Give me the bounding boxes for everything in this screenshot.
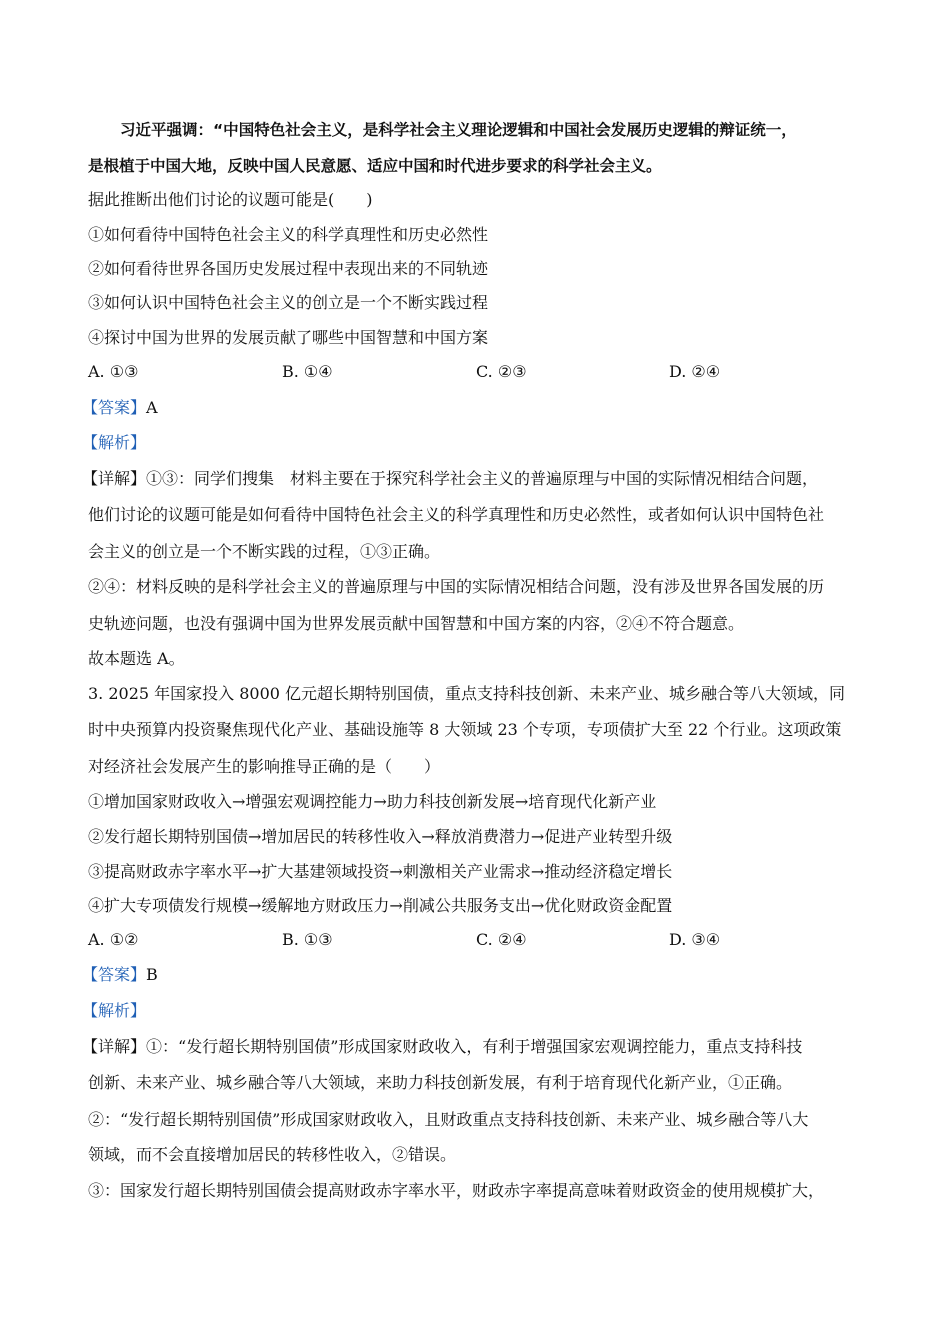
q3-option-a: A. ①② xyxy=(88,930,139,949)
option-b: B. ①④ xyxy=(282,362,333,381)
quote-line-1: 习近平强调：“中国特色社会主义，是科学社会主义理论逻辑和中国社会发展历史逻辑的辩证统一， xyxy=(120,121,797,139)
q3-option-d: D. ③④ xyxy=(669,930,721,949)
q3-item-1: ①增加国家财政收入→增强宏观调控能力→助力科技创新发展→培育现代化新产业 xyxy=(88,792,657,811)
q3-item-4: ④扩大专项债发行规模→缓解地方财政压力→削减公共服务支出→优化财政资金配置 xyxy=(88,896,673,915)
answer-value: A xyxy=(146,398,158,417)
q3-item-2: ②发行超长期特别国债→增加居民的转移性收入→释放消费潜力→促进产业转型升级 xyxy=(88,827,673,846)
q3-detail-text: ①：“发行超长期特别国债”形成国家财政收入，有利于增强国家宏观调控能力，重点支持科技 xyxy=(146,1037,803,1056)
q3-analysis-tag: 【解析】 xyxy=(82,1001,147,1020)
q3-stem-line-3: 对经济社会发展产生的影响推导正确的是（ ） xyxy=(88,757,441,776)
q3-option-c: C. ②④ xyxy=(476,930,527,949)
q3-answer-tag: 【答案】 xyxy=(82,965,147,984)
detail-tag: 【详解】 xyxy=(82,469,147,488)
q3-stem-line-2: 时中央预算内投资聚焦现代化产业、基础设施等 8 大领域 23 个专项，专项债扩大至 22 个行业。这项政策 xyxy=(88,720,842,739)
choice-item-2: ②如何看待世界各国历史发展过程中表现出来的不同轨迹 xyxy=(88,259,489,278)
detail-text: ①③：同学们搜集 材料主要在于探究科学社会主义的普遍原理与中国的实际情况相结合问题， xyxy=(146,469,819,488)
quote-line-2: 是根植于中国大地，反映中国人民意愿、适应中国和时代进步要求的科学社会主义。 xyxy=(88,157,662,175)
analysis-tag: 【解析】 xyxy=(82,433,147,452)
q3-item-3: ③提高财政赤字率水平→扩大基建领域投资→刺激相关产业需求→推动经济稳定增长 xyxy=(88,862,673,881)
answer-line xyxy=(82,398,158,418)
choice-item-3: ③如何认识中国特色社会主义的创立是一个不断实践过程 xyxy=(88,293,489,312)
detail-line-4: ②④：材料反映的是科学社会主义的普遍原理与中国的实际情况相结合问题，没有涉及世界各国发展的历 xyxy=(88,577,825,596)
detail-line-5: 史轨迹问题，也没有强调中国为世界发展贡献中国智慧和中国方案的内容，②④不符合题意。 xyxy=(88,614,745,633)
q3-detail-line-4: 领域，而不会直接增加居民的转移性收入，②错误。 xyxy=(88,1145,457,1164)
q3-detail-line-2: 创新、未来产业、城乡融合等八大领域，来助力科技创新发展，有利于培育现代化新产业，①正确。 xyxy=(88,1073,793,1092)
q3-detail-tag: 【详解】 xyxy=(82,1037,147,1056)
detail-line-3: 会主义的创立是一个不断实践的过程，①③正确。 xyxy=(88,542,441,561)
q3-detail-line-3: ②：“发行超长期特别国债”形成国家财政收入，且财政重点支持科技创新、未来产业、城乡融合等八大 xyxy=(88,1110,809,1129)
q3-stem-line-1: 3. 2025 年国家投入 8000 亿元超长期特别国债，重点支持科技创新、未来产业、城乡融合等八大领域，同 xyxy=(88,684,846,703)
conclusion-line: 故本题选 A。 xyxy=(88,649,185,668)
option-d: D. ②④ xyxy=(669,362,721,381)
q3-detail-line-5: ③：国家发行超长期特别国债会提高财政赤字率水平，财政赤字率提高意味着财政资金的使用规模扩大， xyxy=(88,1181,825,1200)
detail-line-1 xyxy=(82,469,818,489)
choice-item-4: ④探讨中国为世界的发展贡献了哪些中国智慧和中国方案 xyxy=(88,328,489,347)
option-a: A. ①③ xyxy=(88,362,139,381)
q3-detail-line-1 xyxy=(82,1037,802,1057)
choice-item-1: ①如何看待中国特色社会主义的科学真理性和历史必然性 xyxy=(88,225,489,244)
option-c: C. ②③ xyxy=(476,362,527,381)
q3-option-b: B. ①③ xyxy=(282,930,333,949)
q3-answer-value: B xyxy=(146,965,158,984)
answer-tag: 【答案】 xyxy=(82,398,147,417)
detail-line-2: 他们讨论的议题可能是如何看待中国特色社会主义的科学真理性和历史必然性，或者如何认识中国特色社 xyxy=(88,505,825,524)
question-stem: 据此推断出他们讨论的议题可能是( ) xyxy=(88,190,373,209)
q3-answer-line xyxy=(82,965,158,985)
